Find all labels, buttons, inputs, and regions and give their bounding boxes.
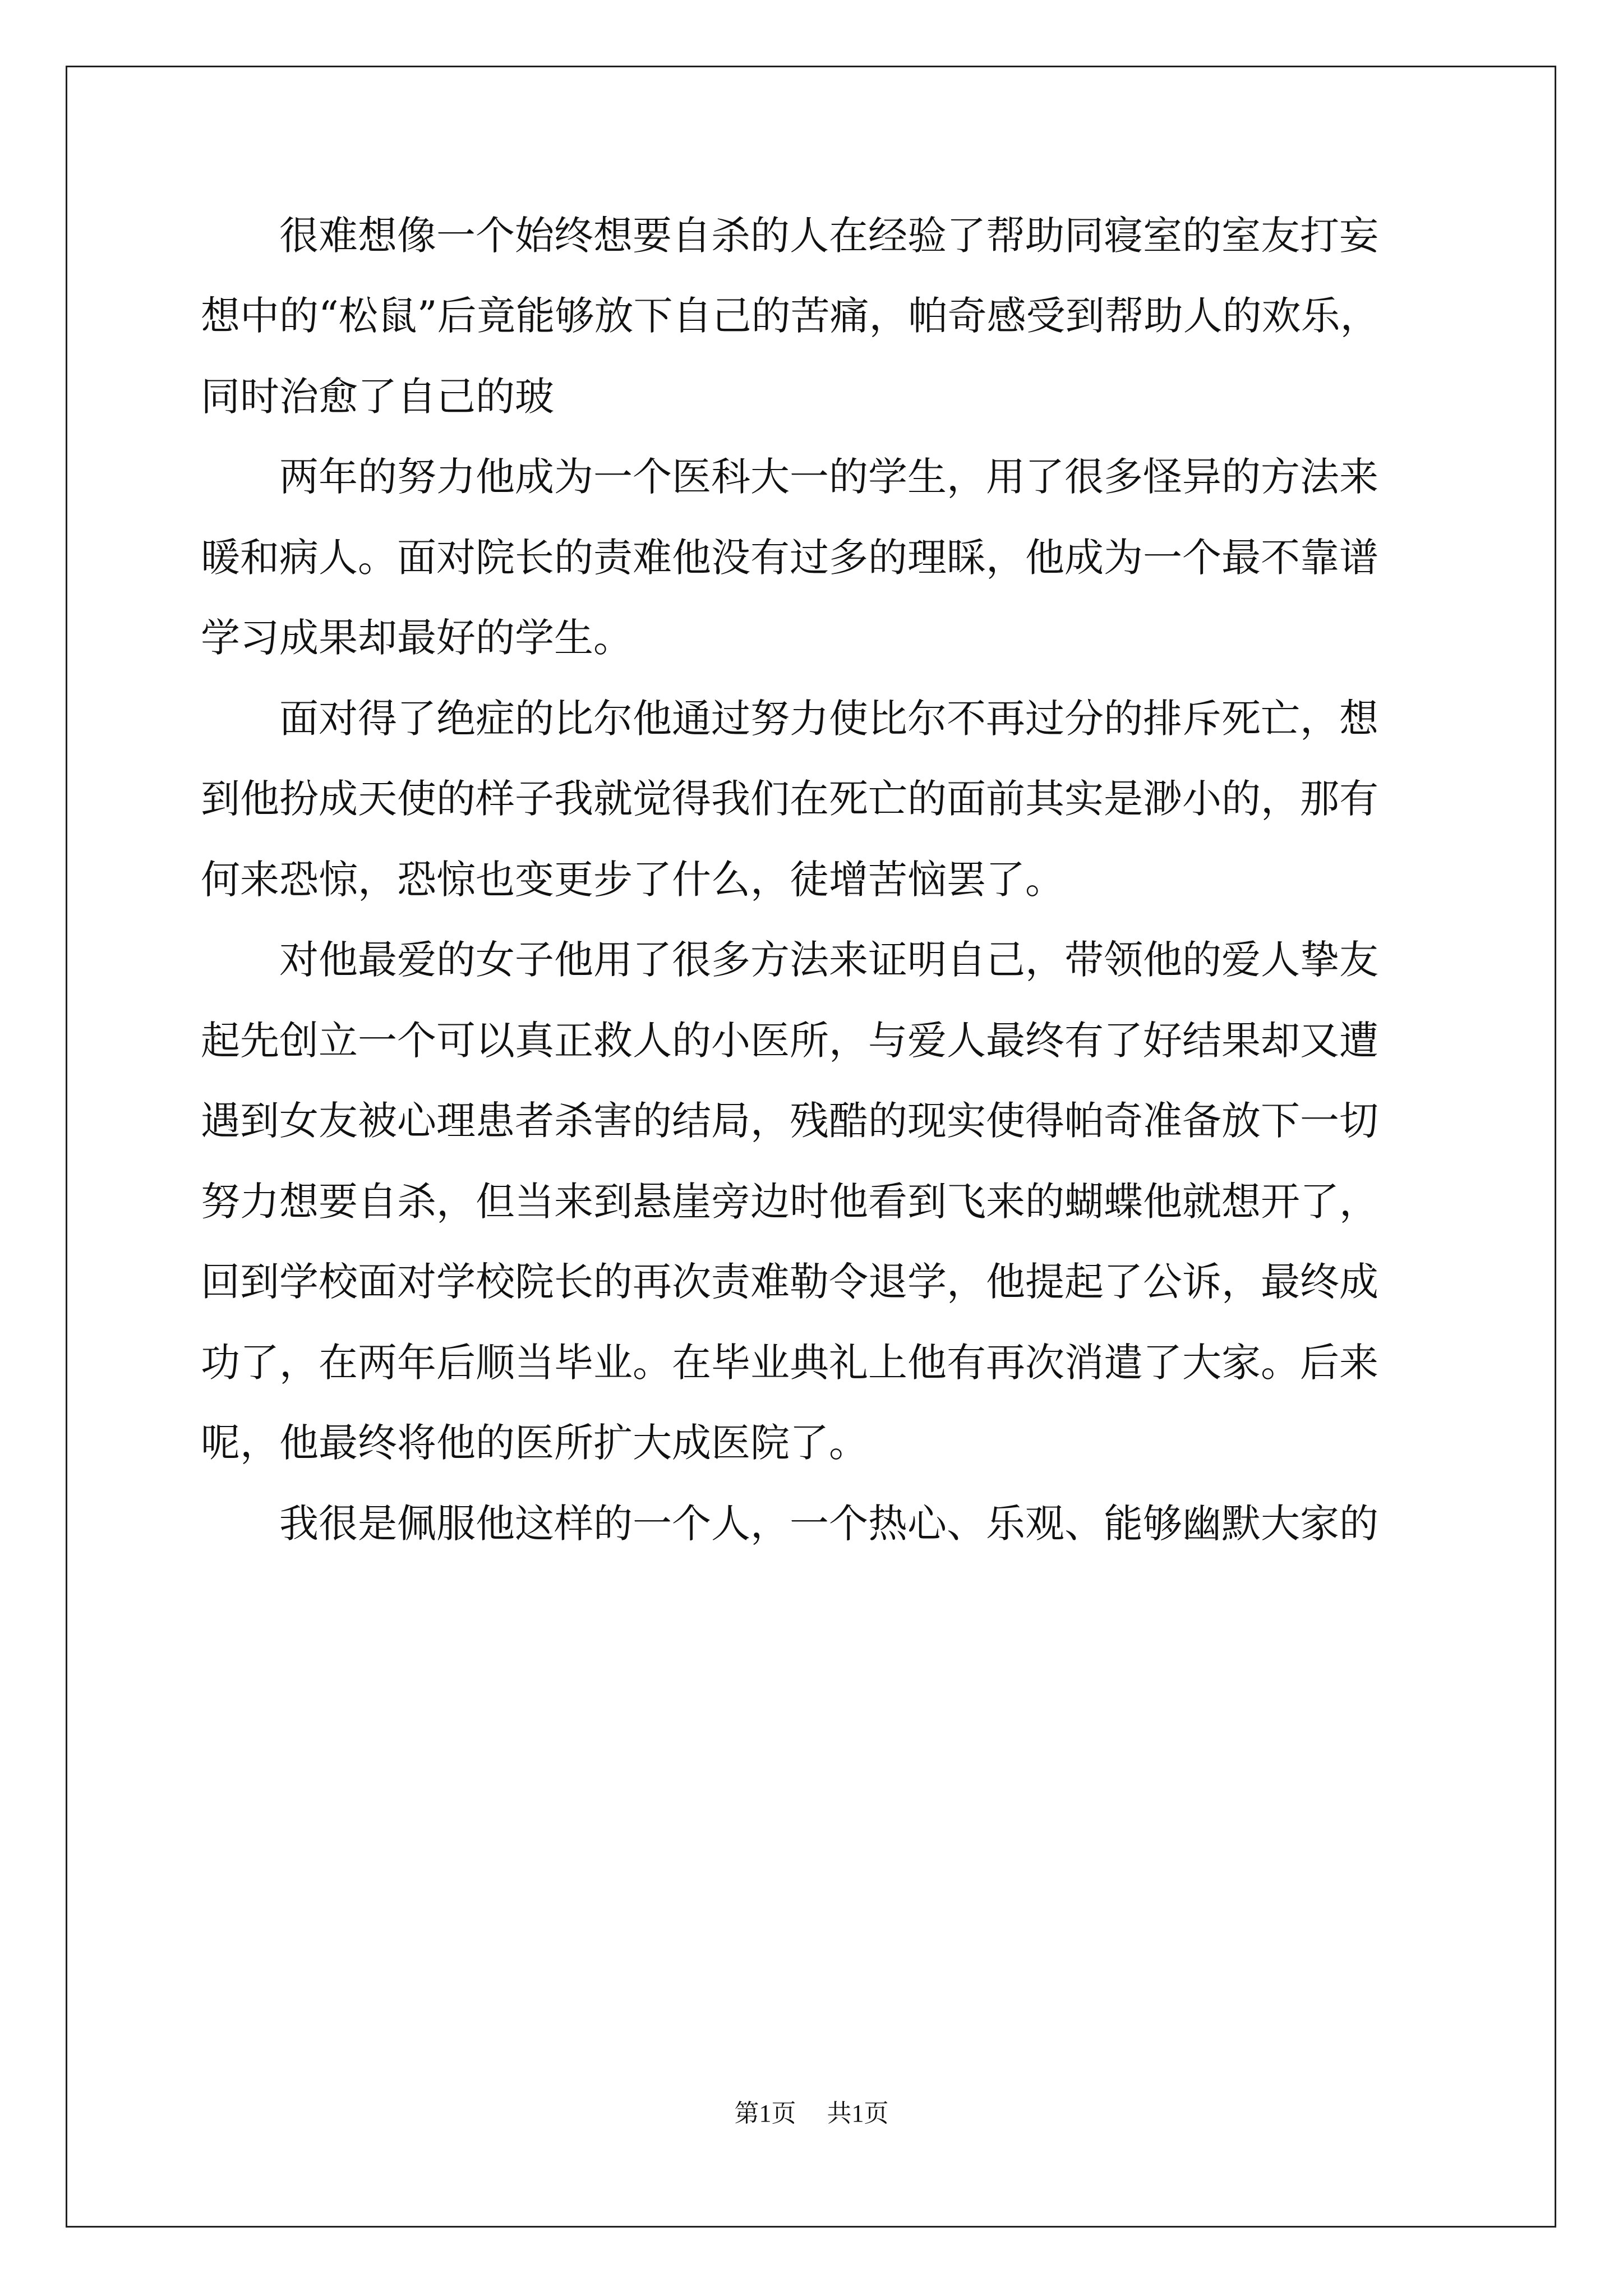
text-line: 两年的努力他成为一个医科大一的学生，用了很多怪异的方法来 xyxy=(201,454,1378,500)
text-line: 想中的“松鼠”后竟能够放下自己的苦痛，帕奇感受到帮助人的欢乐， xyxy=(201,293,1380,339)
page-number-total: 共1页 xyxy=(827,2100,889,2127)
text-line: 面对得了绝症的比尔他通过努力使比尔不再过分的排斥死亡，想 xyxy=(201,696,1378,742)
text-line: 起先创立一个可以真正救人的小医所，与爱人最终有了好结果却又遭 xyxy=(201,1018,1378,1064)
text-line: 呢，他最终将他的医所扩大成医院了。 xyxy=(201,1420,868,1466)
text-line: 努力想要自杀，但当来到悬崖旁边时他看到飞来的蝴蝶他就想开了， xyxy=(201,1179,1378,1225)
text-line: 很难想像一个始终想要自杀的人在经验了帮助同寝室的室友打妄 xyxy=(201,213,1378,259)
text-line: 遇到女友被心理患者杀害的结局，残酷的现实使得帕奇准备放下一切 xyxy=(201,1098,1378,1144)
page-footer xyxy=(0,2097,1623,2131)
text-line: 我很是佩服他这样的一个人，一个热心、乐观、能够幽默大家的 xyxy=(201,1501,1378,1547)
text-line: 功了，在两年后顺当毕业。在毕业典礼上他有再次消遣了大家。后来 xyxy=(201,1340,1378,1386)
text-line: 到他扮成天使的样子我就觉得我们在死亡的面前其实是渺小的，那有 xyxy=(201,776,1378,822)
text-line: 对他最爱的女子他用了很多方法来证明自己，带领他的爱人挚友 xyxy=(201,937,1378,983)
text-line: 暖和病人。面对院长的责难他没有过多的理睬，他成为一个最不靠谱 xyxy=(201,535,1378,581)
text-line: 同时治愈了自己的玻 xyxy=(201,374,554,420)
page-number-current: 第1页 xyxy=(734,2100,796,2127)
text-line: 回到学校面对学校院长的再次责难勒令退学，他提起了公诉，最终成 xyxy=(201,1259,1378,1305)
text-line: 学习成果却最好的学生。 xyxy=(201,615,633,661)
text-line: 何来恐惊，恐惊也变更步了什么，徒增苦恼罢了。 xyxy=(201,857,1064,903)
